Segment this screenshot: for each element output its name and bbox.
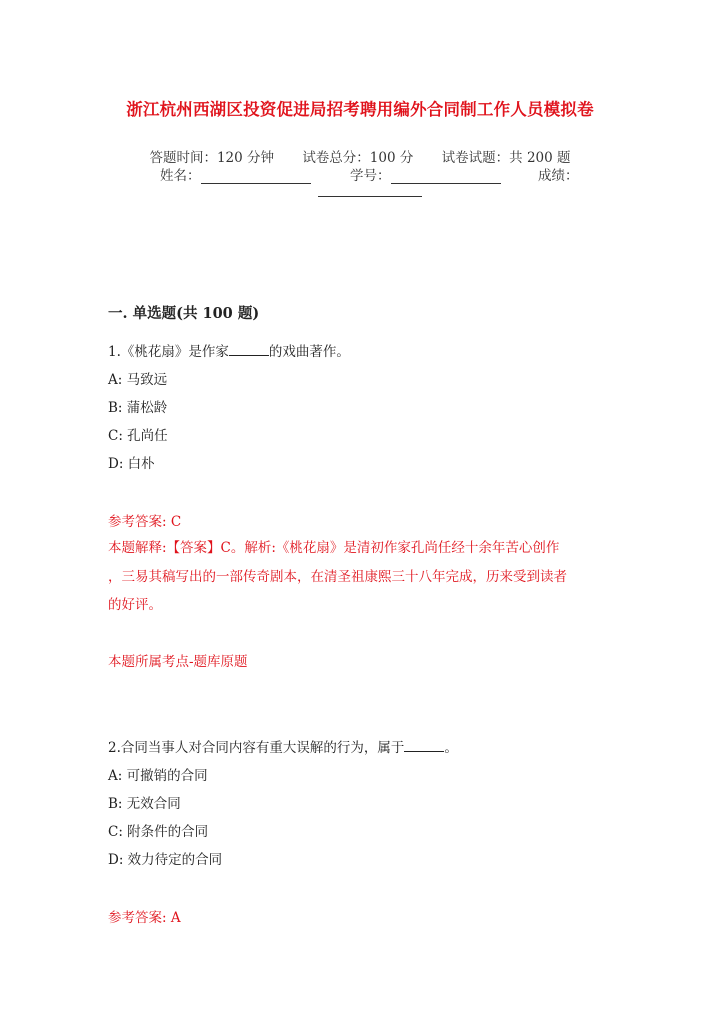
grade-blank-line <box>318 184 422 197</box>
explanation-line: ，三易其稿写出的一部传奇剧本，在清圣祖康熙三十八年完成，历来受到读者 <box>108 568 567 585</box>
answer-blank <box>404 739 444 752</box>
question-2-stem: 2.合同当事人对合同内容有重大误解的行为，属于 。 <box>108 740 458 756</box>
question-1-option-d: D: 白朴 <box>108 456 155 472</box>
question-2-option-d: D: 效力待定的合同 <box>108 852 223 868</box>
grade-label: 成绩： <box>538 168 579 184</box>
student-id-field <box>350 164 501 184</box>
explanation-line: 本题解释:【答案】C。解析:《桃花扇》是清初作家孔尚任经十余年苦心创作 <box>108 540 560 556</box>
student-id-blank-line <box>391 171 501 184</box>
answer-blank <box>229 343 269 356</box>
exam-time: 答题时间：120 分钟 <box>149 150 275 166</box>
exam-meta-row <box>0 146 720 166</box>
question-1-source: 本题所属考点-题库原题 <box>108 654 248 670</box>
question-1-option-a: A: 马致远 <box>108 372 168 388</box>
question-1-explanation <box>108 534 612 620</box>
question-2-answer: 参考答案: A <box>108 910 181 926</box>
question-2-option-c: C: 附条件的合同 <box>108 824 209 840</box>
exam-question-count: 试卷试题：共 200 题 <box>441 150 571 166</box>
exam-total-score: 试卷总分：100 分 <box>302 150 414 166</box>
question-1-option-b: B: 蒲松龄 <box>108 400 168 416</box>
explanation-line: 的好评。 <box>108 597 162 613</box>
section-title: 一. 单选题(共 100 题) <box>108 305 260 322</box>
question-1-stem: 1.《桃花扇》是作家 的戏曲著作。 <box>108 344 350 360</box>
grade-field <box>538 164 579 184</box>
name-field <box>160 164 311 184</box>
question-2-option-a: A: 可撤销的合同 <box>108 768 208 784</box>
exam-title: 浙江杭州西湖区投资促进局招考聘用编外合同制工作人员模拟卷 <box>126 100 594 119</box>
name-blank-line <box>201 171 311 184</box>
question-1-option-c: C: 孔尚任 <box>108 428 168 444</box>
question-2-option-b: B: 无效合同 <box>108 796 181 812</box>
name-label: 姓名： <box>160 168 201 184</box>
student-id-label: 学号： <box>350 168 391 184</box>
question-1-answer: 参考答案: C <box>108 514 182 530</box>
